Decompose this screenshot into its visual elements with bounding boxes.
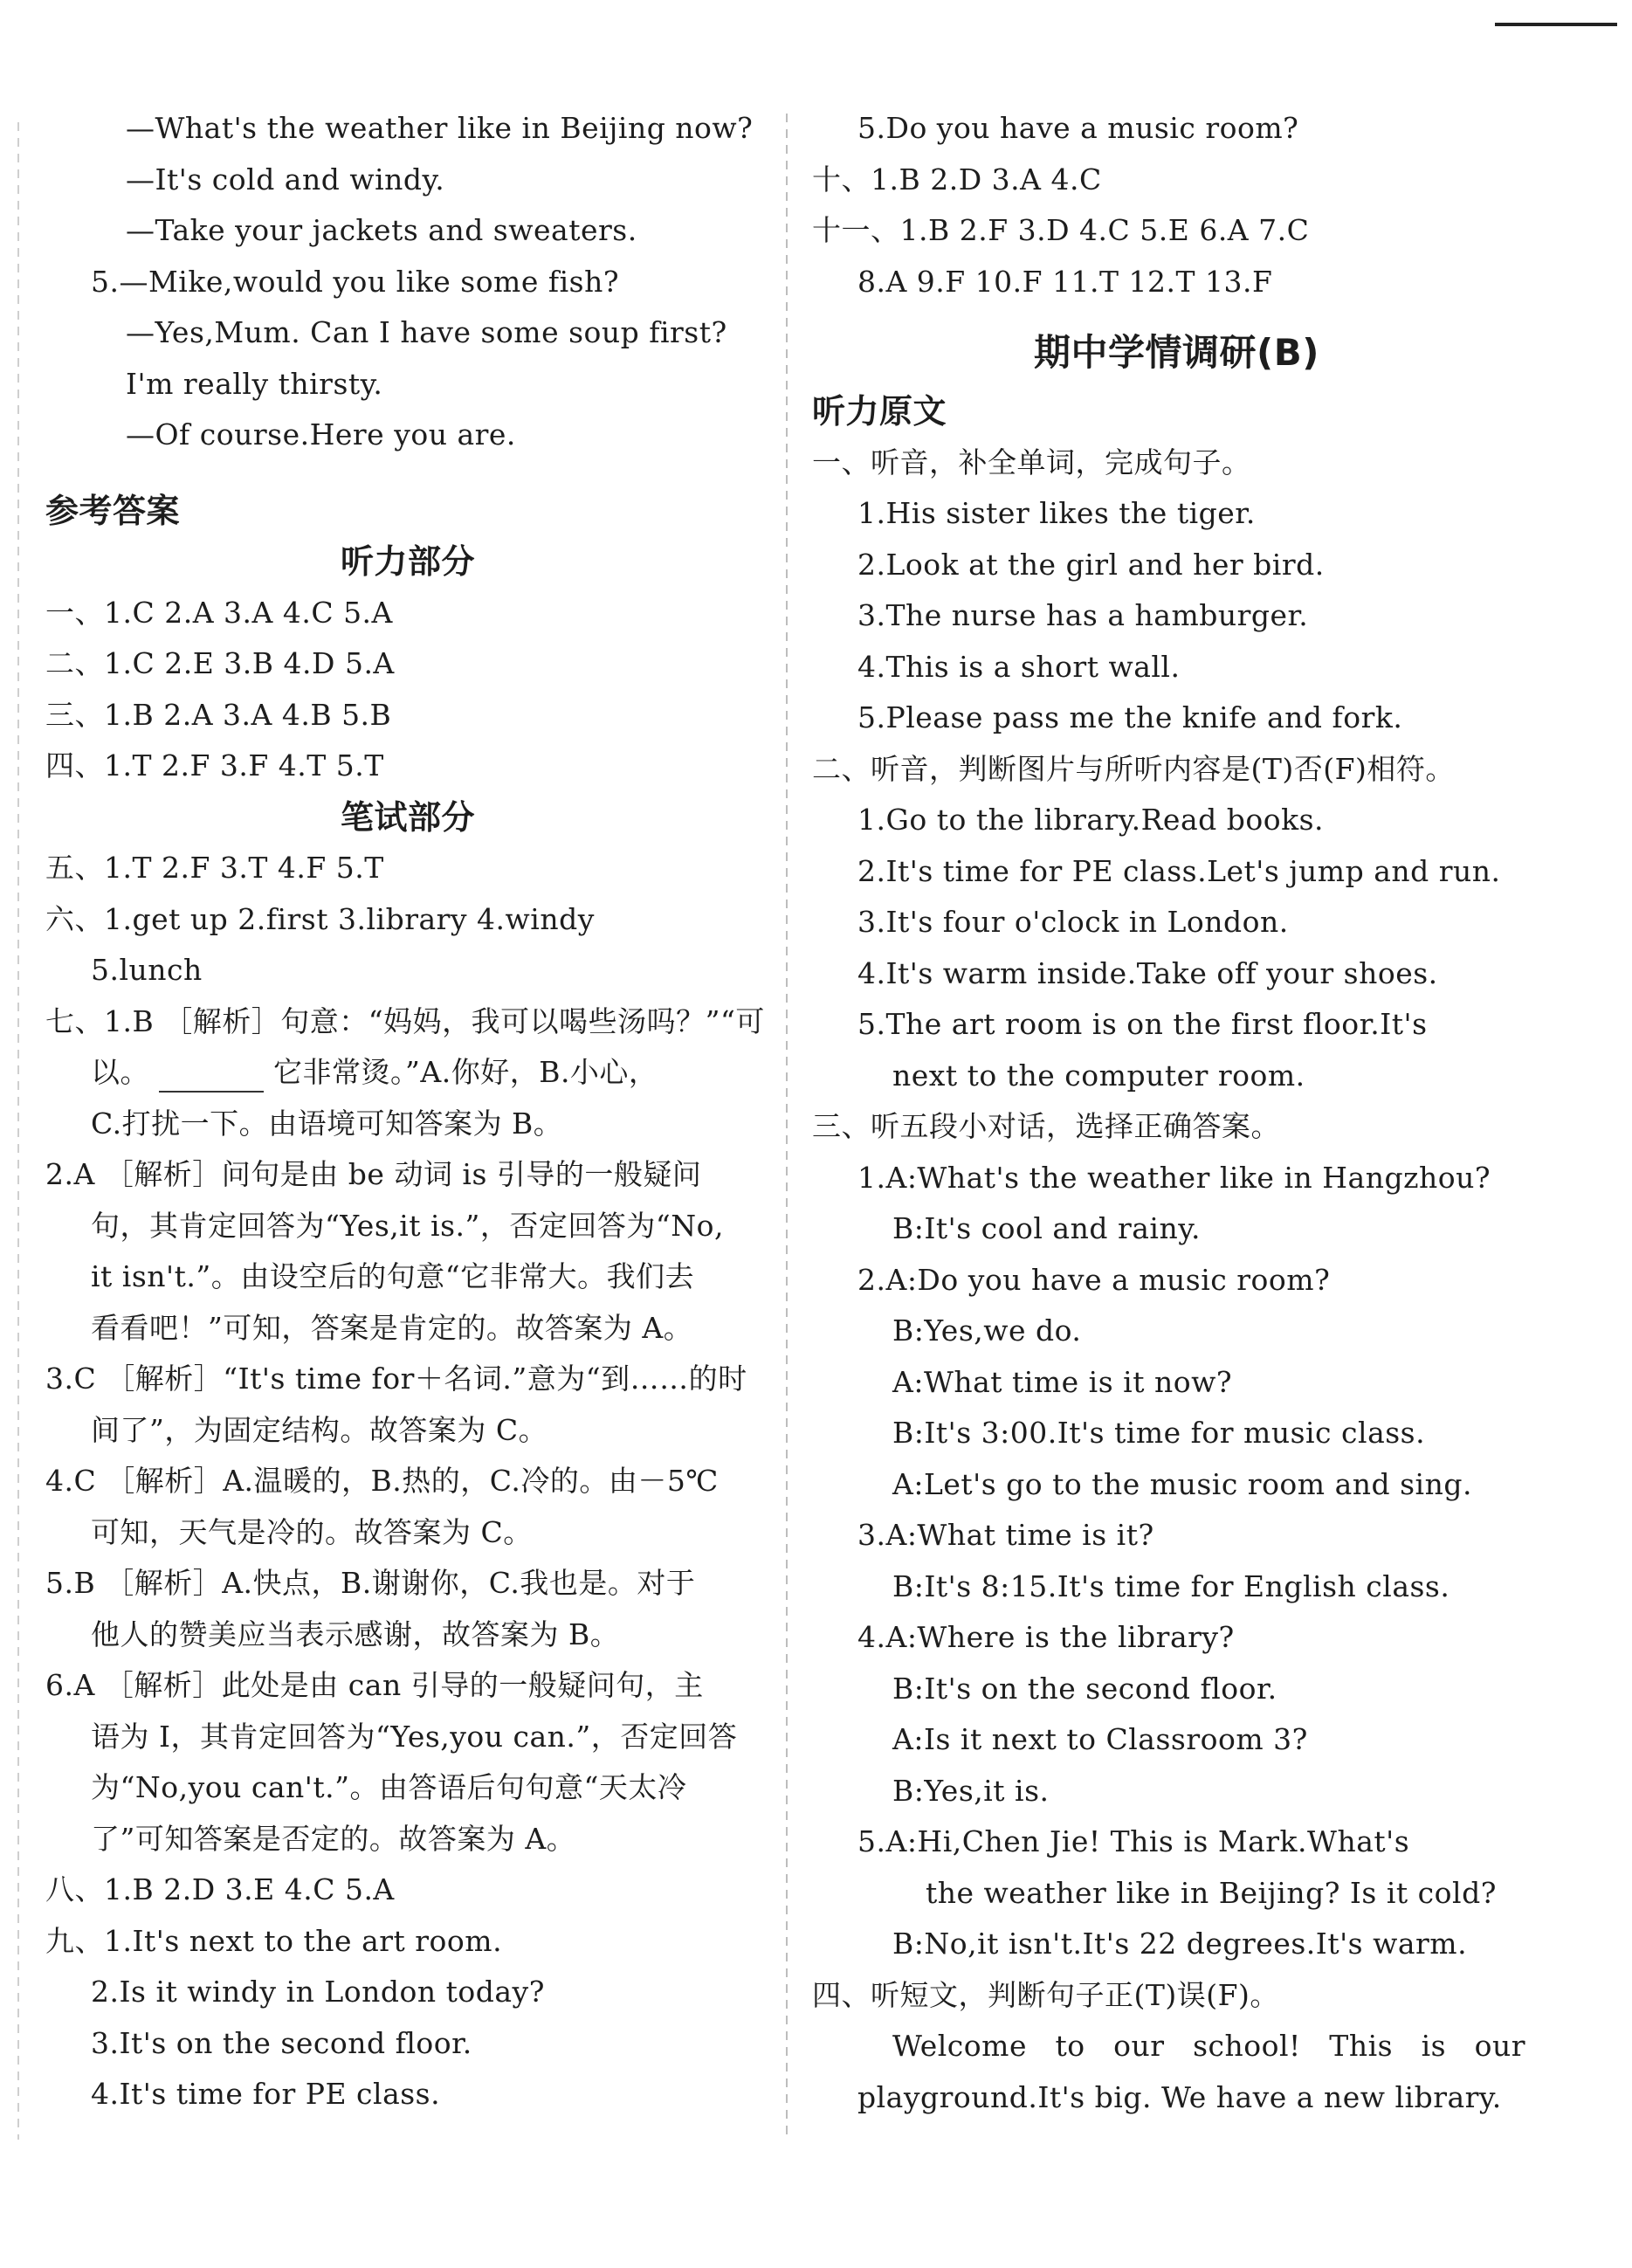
answer-row: 一、1.C 2.A 3.A 4.C 5.A (45, 595, 393, 630)
right-column (812, 103, 1541, 2123)
dialogue-line: 4.A:Where is the library? (857, 1620, 1235, 1654)
dialogue-line: A:Is it next to Classroom 3? (892, 1722, 1308, 1756)
margin-dotted-line (17, 122, 19, 2140)
explanation-line: 间了”，为固定结构。故答案为 C。 (91, 1412, 548, 1447)
passage-line: Welcome to our school! This is our (892, 2029, 1525, 2063)
explanation-q7-5 (45, 1558, 770, 1660)
column-divider (786, 114, 788, 2140)
answer-row: 九、1.It's next to the art room. (45, 1923, 503, 1958)
script-line: 2.Look at the girl and her bird. (857, 547, 1325, 582)
dialogue-line: I'm really thirsty. (126, 366, 383, 401)
dialogue-line: B:It's on the second floor. (892, 1671, 1277, 1706)
dialogue-line: —Take your jackets and sweaters. (126, 213, 637, 247)
blank-line (159, 1056, 264, 1093)
explanation-line: 语为 I，其肯定回答为“Yes,you can.”，否定回答 (91, 1719, 738, 1754)
explanation-q7-4 (45, 1456, 770, 1558)
answer-row: 八、1.B 2.D 3.E 4.C 5.A (45, 1872, 395, 1906)
explanation-line: 4.C ［解析］A.温暖的，B.热的，C.冷的。由－5℃ (45, 1464, 719, 1498)
dialogue-line: —What's the weather like in Beijing now? (126, 111, 754, 145)
dialogue-line: B:Yes,we do. (892, 1313, 1082, 1348)
explanation-line: C.打扰一下。由语境可知答案为 B。 (91, 1106, 563, 1141)
explanation-text: 以。 (91, 1055, 149, 1089)
explanation-line: 3.C ［解析］“It's time for＋名词.”意为“到……的时 (45, 1361, 747, 1396)
explanation-q7-6 (45, 1660, 770, 1865)
dialogue-line: 1.A:What's the weather like in Hangzhou? (857, 1160, 1491, 1195)
answer-row: 十一、1.B 2.F 3.D 4.C 5.E 6.A 7.C (812, 213, 1310, 247)
answer-row: 3.It's on the second floor. (91, 2025, 472, 2060)
explanation-q7-2 (45, 1149, 770, 1354)
script-heading: 听力原文 (812, 392, 947, 431)
dialogue-line: 5.A:Hi,Chen Jie! This is Mark.What's (857, 1824, 1410, 1858)
answer-row: 六、1.get up 2.first 3.library 4.windy (45, 901, 595, 936)
dialogue-line: —Of course.Here you are. (126, 417, 516, 452)
script-line: 2.It's time for PE class.Let's jump and run. (857, 853, 1501, 888)
answers-heading: 参考答案 (45, 491, 181, 530)
explanation-line: 6.A ［解析］此处是由 can 引导的一般疑问句，主 (45, 1668, 704, 1702)
dialogue-line: —It's cold and windy. (126, 162, 445, 196)
dialogue-line: B:It's 8:15.It's time for English class. (892, 1568, 1450, 1603)
explanation-line: 5.B ［解析］A.快点，B.谢谢你，C.我也是。对于 (45, 1566, 696, 1600)
listening-heading: 听力部分 (340, 542, 475, 581)
explanation-line: it isn't.”。由设空后的句意“它非常大。我们去 (91, 1259, 695, 1293)
explanation-line: 他人的赞美应当表示感谢，故答案为 B。 (91, 1617, 620, 1651)
left-column (45, 103, 770, 2120)
dialogue-line: 2.A:Do you have a music room? (857, 1262, 1331, 1297)
part-heading: 一、听音，补全单词，完成句子。 (812, 445, 1251, 479)
explanation-line: 七、1.B ［解析］句意：“妈妈，我可以喝些汤吗？”“可 (45, 1003, 765, 1038)
script-line: 3.It's four o'clock in London. (857, 905, 1289, 939)
answer-row: 5.lunch (91, 953, 203, 987)
explanation-line: 看看吧！”可知，答案是肯定的。故答案为 A。 (91, 1310, 693, 1345)
script-line: 5.Please pass me the knife and fork. (857, 700, 1403, 734)
dialogue-line: the weather like in Beijing? Is it cold? (926, 1875, 1497, 1910)
explanation-text: 它非常烫。”A.你好，B.小心， (273, 1055, 658, 1089)
dialogue-block (45, 103, 770, 461)
script-line: 3.The nurse has a hamburger. (857, 598, 1309, 632)
explanation-line: 可知，天气是冷的。故答案为 C。 (91, 1514, 533, 1549)
dialogue-list (812, 1153, 1541, 1970)
answer-row: 十、1.B 2.D 3.A 4.C (812, 162, 1102, 196)
script-line: 5.The art room is on the first floor.It's (857, 1007, 1428, 1041)
dialogue-line: B:It's cool and rainy. (892, 1211, 1201, 1245)
answer-row: 5.Do you have a music room? (857, 111, 1299, 145)
script-line: 1.His sister likes the tiger. (857, 496, 1256, 530)
answer-row: 4.It's time for PE class. (91, 2077, 441, 2111)
explanation-line: 2.A ［解析］问句是由 be 动词 is 引导的一般疑问 (45, 1157, 702, 1191)
explanation-line (45, 1047, 770, 1099)
dialogue-line: B:Yes,it is. (892, 1773, 1050, 1808)
passage-line: playground.It's big. We have a new library. (857, 2079, 1502, 2114)
script-line: next to the computer room. (892, 1058, 1305, 1093)
answer-row: 三、1.B 2.A 3.A 4.B 5.B (45, 697, 392, 732)
dialogue-line: 5.—Mike,would you like some fish? (91, 264, 620, 299)
part-heading: 三、听五段小对话，选择正确答案。 (812, 1109, 1280, 1143)
explanation-q7-1 (45, 996, 770, 1150)
answer-row: 二、1.C 2.E 3.B 4.D 5.A (45, 646, 395, 680)
dialogue-line: B:It's 3:00.It's time for music class. (892, 1416, 1426, 1450)
explanation-line: 为“No,you can't.”。由答语后句句意“天太冷 (91, 1770, 687, 1804)
script-line: 4.It's warm inside.Take off your shoes. (857, 955, 1438, 990)
answer-row: 五、1.T 2.F 3.T 4.F 5.T (45, 851, 384, 885)
script-line: 4.This is a short wall. (857, 649, 1181, 684)
written-heading: 笔试部分 (340, 797, 475, 837)
dialogue-line: 3.A:What time is it? (857, 1518, 1154, 1552)
dialogue-line: A:Let's go to the music room and sing. (892, 1466, 1472, 1501)
answer-row: 四、1.T 2.F 3.F 4.T 5.T (45, 748, 384, 782)
header-rule (1495, 23, 1617, 26)
answer-row: 8.A 9.F 10.F 11.T 12.T 13.F (857, 264, 1273, 299)
explanation-line: 了”可知答案是否定的。故答案为 A。 (91, 1821, 576, 1856)
script-line: 1.Go to the library.Read books. (857, 803, 1325, 837)
section-title: 期中学情调研(B) (1034, 331, 1319, 374)
explanation-q7-3 (45, 1354, 770, 1456)
answer-row: 2.Is it windy in London today? (91, 1975, 545, 2009)
part-heading: 二、听音，判断图片与所听内容是(T)否(F)相符。 (812, 751, 1455, 786)
explanation-line: 句，其肯定回答为“Yes,it is.”，否定回答为“No, (91, 1208, 724, 1243)
part-heading: 四、听短文，判断句子正(T)误(F)。 (812, 1977, 1279, 2012)
dialogue-line: —Yes,Mum. Can I have some soup first? (126, 315, 727, 349)
dialogue-line: A:What time is it now? (892, 1364, 1233, 1399)
dialogue-line: B:No,it isn't.It's 22 degrees.It's warm. (892, 1927, 1468, 1961)
